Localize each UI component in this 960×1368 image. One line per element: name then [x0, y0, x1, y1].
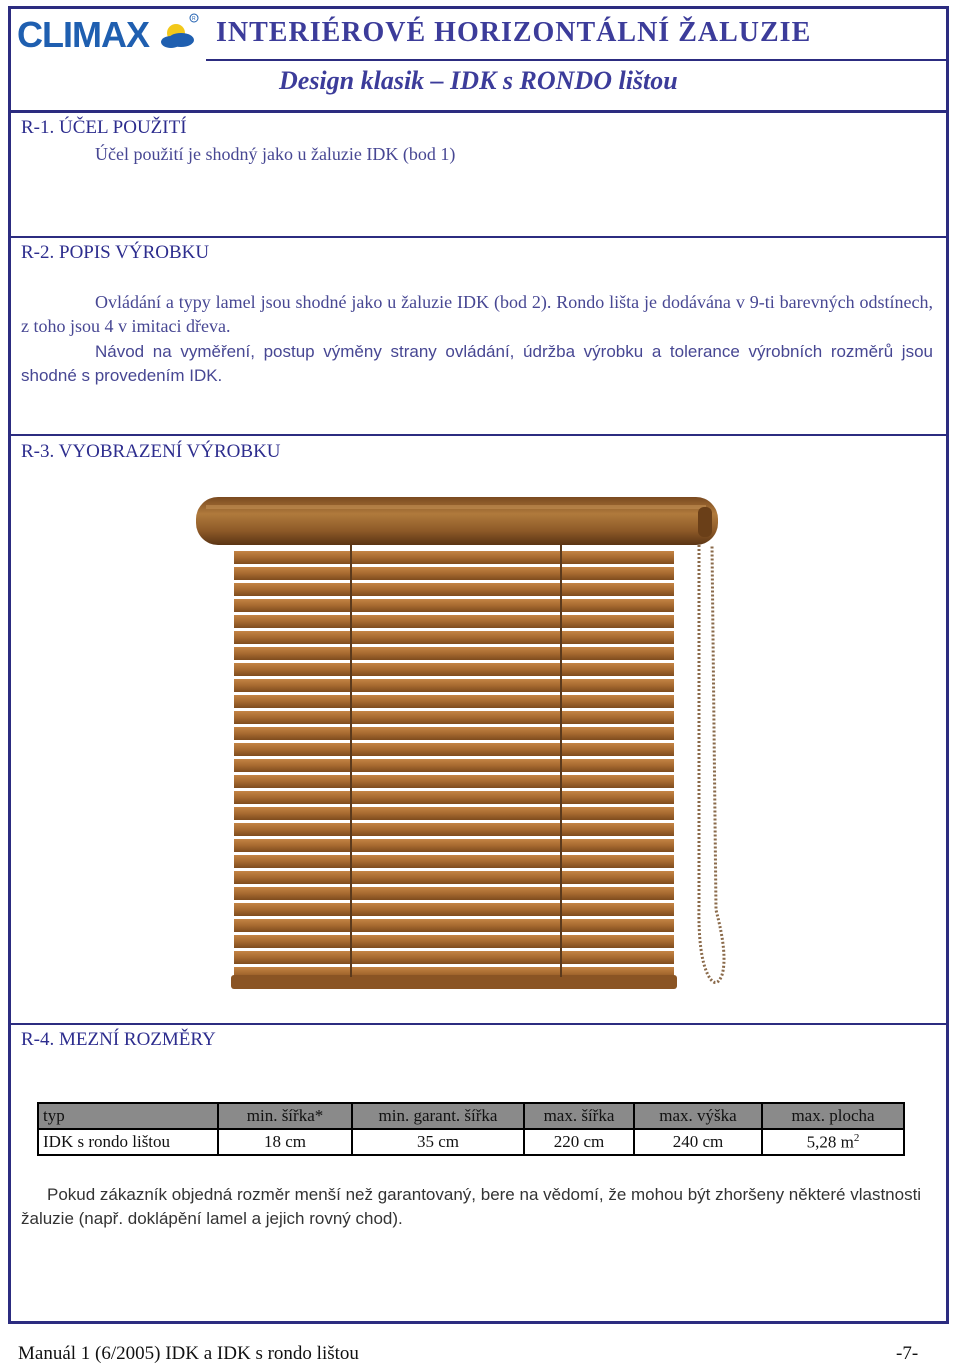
- blind-slat: [234, 711, 674, 724]
- blind-slat: [234, 727, 674, 740]
- blind-slat: [234, 551, 674, 564]
- area-value: 5,28 m: [806, 1132, 854, 1152]
- blind-slats: [231, 551, 677, 989]
- blind-slat: [234, 935, 674, 948]
- table-cell: 220 cm: [524, 1129, 634, 1155]
- note-paragraph: [21, 1183, 943, 1231]
- blind-slat: [234, 871, 674, 884]
- table-header-cell: min. garant. šířka: [352, 1103, 524, 1129]
- footer-manual-label: Manuál 1 (6/2005) IDK a IDK s rondo lištou: [18, 1343, 359, 1364]
- table-cell-area: [762, 1129, 904, 1155]
- section-r2-text-1: Ovládání a typy lamel jsou shodné jako u žaluzie IDK (bod 2). Rondo lišta je dodávána v 9-ti barevných odstínech, z toho jsou 4 v imitaci dřeva.: [21, 292, 933, 336]
- page-header: [11, 9, 946, 112]
- blind-slat: [234, 663, 674, 676]
- section-divider: [11, 434, 946, 436]
- section-r2-heading: R-2. POPIS VÝROBKU: [21, 242, 210, 263]
- blind-slat: [234, 775, 674, 788]
- blind-slat: [234, 919, 674, 932]
- note-text: Pokud zákazník objedná rozměr menší než garantovaný, bere na vědomí, že mohou být zhoršeny některé vlastnosti žaluzie (např. doklápění lamel a jejich rovný chod).: [21, 1185, 922, 1228]
- table-cell: 240 cm: [634, 1129, 762, 1155]
- logo-cloud-icon: [161, 24, 194, 48]
- blind-slat: [234, 951, 674, 964]
- section-divider: [11, 236, 946, 238]
- section-r4-heading: R-4. MEZNÍ ROZMĚRY: [21, 1029, 216, 1050]
- blind-slat: [234, 647, 674, 660]
- blind-bottom-rail: [231, 975, 677, 989]
- section-r1-text: [21, 142, 933, 166]
- blind-slat: [234, 823, 674, 836]
- table-row: [38, 1129, 904, 1155]
- table-cell: IDK s rondo lištou: [38, 1129, 218, 1155]
- footer-page-number: -7-: [896, 1343, 919, 1364]
- logo-text: CLIMAX: [17, 14, 149, 55]
- blind-slat: [234, 615, 674, 628]
- blind-slat: [234, 743, 674, 756]
- table-header-cell: max. plocha: [762, 1103, 904, 1129]
- section-r3-heading: R-3. VYOBRAZENÍ VÝROBKU: [21, 441, 281, 462]
- blind-slat: [234, 583, 674, 596]
- blind-slat: [234, 679, 674, 692]
- section-r1-paragraph: Účel použití je shodný jako u žaluzie IDK (bod 1): [95, 144, 456, 164]
- blind-slat: [234, 903, 674, 916]
- area-superscript: 2: [853, 1131, 860, 1144]
- blind-slat: [234, 855, 674, 868]
- blind-slat: [234, 807, 674, 820]
- section-r2-paragraph-1: [21, 290, 933, 338]
- table-cell: 18 cm: [218, 1129, 352, 1155]
- header-divider: [206, 59, 946, 61]
- table-header-cell: max. výška: [634, 1103, 762, 1129]
- page-frame: [8, 6, 949, 1324]
- blind-slat: [234, 887, 674, 900]
- page-subtitle: Design klasik – IDK s RONDO lištou: [279, 66, 678, 95]
- blind-slat: [234, 631, 674, 644]
- blind-slat: [234, 695, 674, 708]
- limits-table: [37, 1102, 905, 1156]
- section-r2-paragraph-2: [21, 340, 933, 388]
- page-title: INTERIÉROVÉ HORIZONTÁLNÍ ŽALUZIE: [216, 17, 812, 48]
- table-header-row: [38, 1103, 904, 1129]
- table-header-cell: min. šířka*: [218, 1103, 352, 1129]
- blind-slat: [234, 759, 674, 772]
- table-header-cell: max. šířka: [524, 1103, 634, 1129]
- blind-slat: [234, 599, 674, 612]
- section-r2-text-2: Návod na vyměření, postup výměny strany ovládání, údržba výrobku a tolerance výrobních rozměrů jsou shodné s provedením IDK.: [21, 342, 933, 385]
- blind-rondo-rail: [196, 497, 718, 545]
- blind-slat: [234, 839, 674, 852]
- svg-text:R: R: [192, 16, 196, 22]
- climax-logo: [11, 9, 206, 59]
- blind-bead-chain: [699, 545, 724, 983]
- blind-product-image: [176, 485, 736, 1010]
- table-header-cell: typ: [38, 1103, 218, 1129]
- blind-slat: [234, 791, 674, 804]
- section-divider: [11, 1023, 946, 1025]
- table-cell: 35 cm: [352, 1129, 524, 1155]
- blind-slat: [234, 567, 674, 580]
- section-r1-heading: R-1. ÚČEL POUŽITÍ: [21, 117, 187, 138]
- header-bottom-rule: [11, 110, 946, 113]
